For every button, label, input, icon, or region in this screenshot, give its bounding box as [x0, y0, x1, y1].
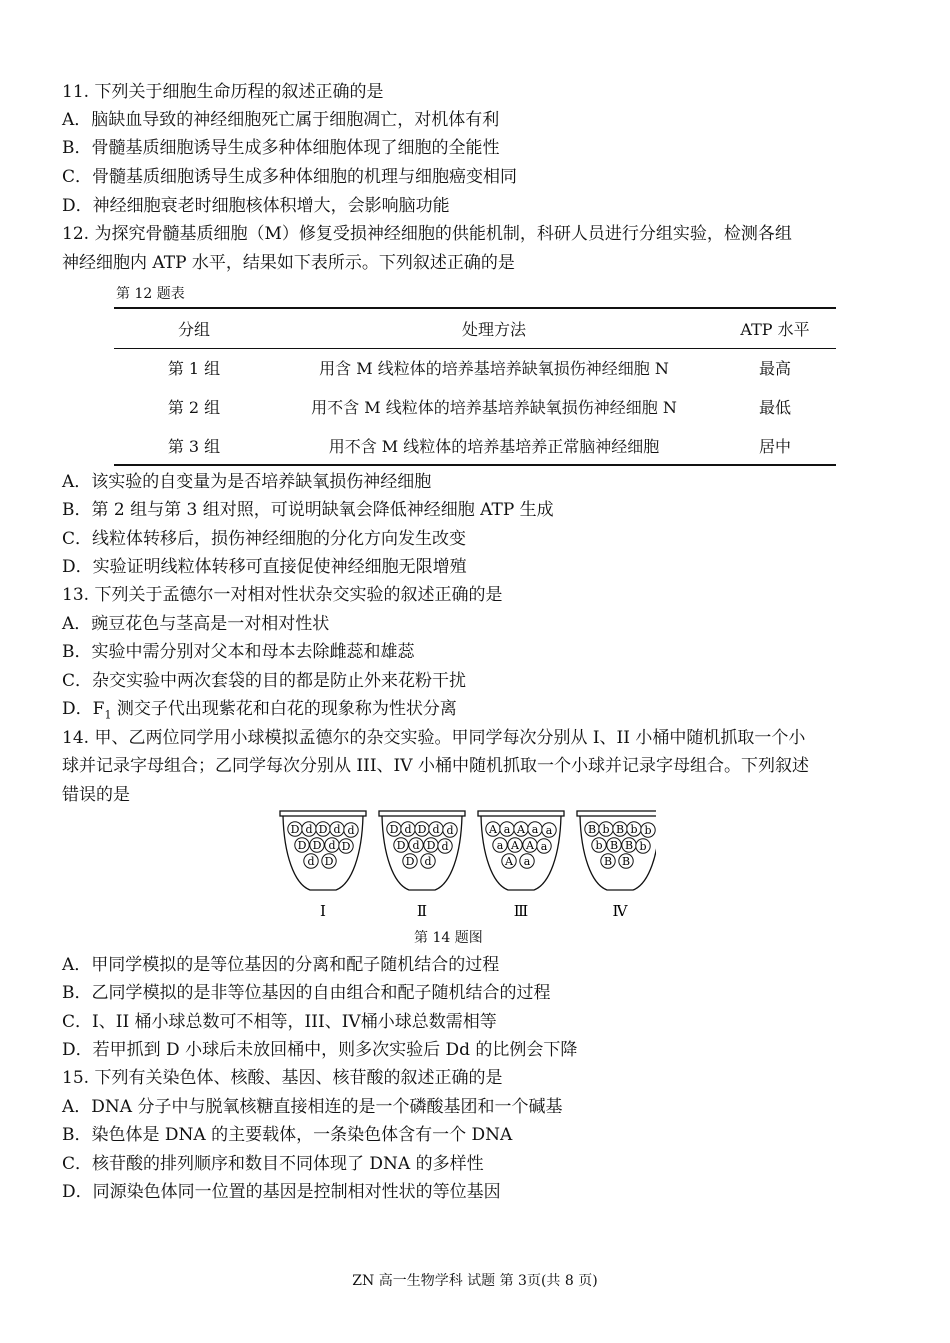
q13-option-d-prefix: D．F [62, 699, 105, 719]
q13-option-c: C．杂交实验中两次套袋的目的都是防止外来花粉干扰 [62, 671, 467, 691]
ball-label: d [441, 840, 449, 853]
ball-label: d [307, 855, 315, 868]
ball-label: b [602, 823, 610, 836]
q15-option-d: D．同源染色体同一位置的基因是控制相对性状的等位基因 [62, 1182, 501, 1202]
ball-label: D [389, 823, 399, 836]
ball-label: D [312, 839, 322, 852]
bucket-rim [577, 811, 656, 816]
bucket-label: Ⅲ [513, 902, 529, 920]
table-cell: 第 2 组 [167, 398, 221, 417]
q13-option-a: A．豌豆花色与茎高是一对相对性状 [62, 614, 330, 634]
ball-label: b [630, 823, 638, 836]
q15-option-b: B．染色体是 DNA 的主要载体，一条染色体含有一个 DNA [62, 1125, 513, 1145]
q13-stem: 13. 下列关于孟德尔一对相对性状杂交实验的叙述正确的是 [62, 585, 503, 605]
q11-option-a: A．脑缺血导致的神经细胞死亡属于细胞凋亡，对机体有利 [62, 110, 500, 130]
bucket-4 [577, 811, 656, 920]
q13-option-d-subscript: 1 [104, 708, 112, 722]
bucket-rim [478, 811, 564, 816]
ball-label: D [426, 839, 436, 852]
ball-label: B [603, 855, 613, 868]
q11-option-c: C．骨髓基质细胞诱导生成多种体细胞的机理与细胞癌变相同 [62, 167, 518, 187]
q12-option-b: B．第 2 组与第 3 组对照，可说明缺氧会降低神经细胞 ATP 生成 [62, 500, 554, 520]
q12-stem-line2: 神经细胞内 ATP 水平，结果如下表所示。下列叙述正确的是 [62, 253, 515, 273]
ball-label: D [405, 855, 415, 868]
table-header: 分组 [114, 308, 274, 348]
table-row [114, 387, 836, 426]
ball-label: d [347, 824, 355, 837]
q15-option-c: C．核苷酸的排列顺序和数目不同体现了 DNA 的多样性 [62, 1154, 484, 1174]
q15-stem: 15. 下列有关染色体、核酸、基因、核苷酸的叙述正确的是 [62, 1068, 503, 1088]
ball-label: D [341, 840, 351, 853]
table-cell: 最高 [758, 359, 791, 379]
ball-label: D [297, 839, 307, 852]
table-row [114, 348, 836, 387]
table-cell: 第 3 组 [114, 426, 274, 465]
q15-option-a: A．DNA 分子中与脱氧核糖直接相连的是一个磷酸基团和一个碱基 [62, 1097, 563, 1117]
q14-stem-line2: 球并记录字母组合；乙同学每次分别从 III、IV 小桶中随机抓取一个小球并记录字母组合。下列叙述 [62, 756, 809, 776]
ball-label: d [404, 823, 412, 836]
bucket-label: Ⅳ [612, 902, 628, 920]
ball-label: D [324, 855, 334, 868]
q12-table-caption: 第 12 题表 [116, 286, 185, 302]
q12-option-c: C．线粒体转移后，损伤神经细胞的分化方向发生改变 [62, 529, 467, 549]
ball-label: d [412, 839, 420, 852]
ball-label: B [587, 823, 597, 836]
ball-label: D [318, 823, 328, 836]
q14-bucket-figure [276, 808, 656, 924]
q12-table [114, 307, 836, 466]
bucket-1 [280, 811, 366, 920]
ball-label: b [595, 839, 603, 852]
q13-option-d-text: 测交子代出现紫花和白花的现象称为性状分离 [111, 699, 457, 719]
ball-label: d [424, 855, 432, 868]
q14-stem-line1: 14. 甲、乙两位同学用小球模拟孟德尔的杂交实验。甲同学每次分别从 I、II 小桶中随机抓取一个小 [62, 728, 806, 748]
ball-label: B [621, 855, 631, 868]
ball-label: A [489, 823, 497, 836]
ball-label: a [496, 839, 504, 852]
ball-label: d [432, 823, 440, 836]
table-header: 处理方法 [274, 308, 714, 348]
ball-label: D [396, 839, 406, 852]
ball-label: b [644, 824, 652, 837]
bucket-rim [280, 811, 366, 816]
ball-label: a [531, 823, 539, 836]
q14-option-a: A．甲同学模拟的是等位基因的分离和配子随机结合的过程 [62, 955, 500, 975]
table-header-row [114, 308, 836, 348]
ball-label: d [305, 823, 313, 836]
page-footer: ZN 高一生物学科 试题 第 3页(共 8 页) [352, 1273, 598, 1289]
bucket-2 [379, 811, 465, 920]
ball-label: B [624, 839, 634, 852]
ball-label: B [609, 839, 619, 852]
bucket-label: Ⅱ [416, 902, 428, 920]
ball-label: A [517, 823, 525, 836]
ball-label: d [328, 839, 336, 852]
ball-label: D [290, 823, 300, 836]
ball-label: a [540, 840, 548, 853]
table-cell: 第 1 组 [167, 359, 221, 379]
q12-option-d: D．实验证明线粒体转移可直接促使神经细胞无限增殖 [62, 557, 467, 577]
table-row [114, 426, 836, 465]
ball-label: a [545, 824, 553, 837]
q11-stem: 11. 下列关于细胞生命历程的叙述正确的是 [62, 82, 384, 102]
table-cell: 用含 M 线粒体的培养基培养缺氧损伤神经细胞 N [319, 359, 669, 379]
q14-option-c: C．I、II 桶小球总数可不相等，III、IV桶小球总数需相等 [62, 1012, 497, 1032]
q13-option-b: B．实验中需分别对父本和母本去除雌蕊和雄蕊 [62, 642, 415, 662]
ball-label: b [639, 840, 647, 853]
bucket-3 [478, 811, 564, 920]
ball-label: a [523, 855, 531, 868]
q14-stem-line3: 错误的是 [62, 785, 130, 805]
table-cell: 用不含 M 线粒体的培养基培养正常脑神经细胞 [274, 426, 714, 465]
q12-option-a: A．该实验的自变量为是否培养缺氧损伤神经细胞 [62, 472, 432, 492]
q13-option-d [62, 698, 457, 726]
bucket-rim [379, 811, 465, 816]
bucket-label: Ⅰ [320, 902, 326, 920]
ball-label: d [333, 823, 341, 836]
q11-option-d: D．神经细胞衰老时细胞核体积增大，会影响脑功能 [62, 196, 450, 216]
ball-label: B [615, 823, 625, 836]
ball-label: A [505, 855, 513, 868]
q12-stem-line1: 12. 为探究骨髓基质细胞（M）修复受损神经细胞的供能机制，科研人员进行分组实验，检测各组 [62, 224, 792, 244]
q14-figure-caption: 第 14 题图 [414, 930, 483, 946]
table-cell: 用不含 M 线粒体的培养基培养缺氧损伤神经细胞 N [311, 398, 677, 417]
ball-label: a [503, 823, 511, 836]
q11-option-b: B．骨髓基质细胞诱导生成多种体细胞体现了细胞的全能性 [62, 138, 500, 158]
q14-option-b: B．乙同学模拟的是非等位基因的自由组合和配子随机结合的过程 [62, 983, 551, 1003]
table-header: ATP 水平 [714, 308, 836, 348]
ball-label: d [446, 824, 454, 837]
ball-label: A [526, 839, 534, 852]
table-cell: 最低 [758, 398, 791, 417]
ball-label: D [417, 823, 427, 836]
q14-option-d: D．若甲抓到 D 小球后未放回桶中，则多次实验后 Dd 的比例会下降 [62, 1040, 578, 1060]
ball-label: A [511, 839, 519, 852]
table-cell: 居中 [714, 426, 836, 465]
